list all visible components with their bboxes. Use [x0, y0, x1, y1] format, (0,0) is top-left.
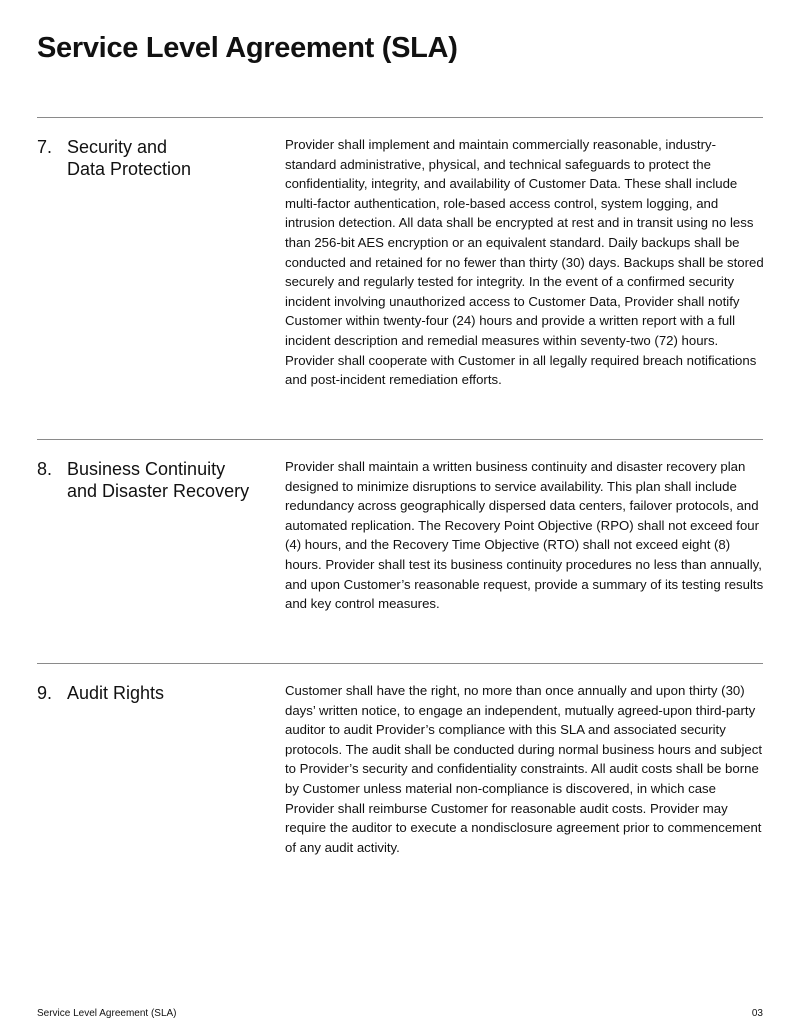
- footer-document-title: Service Level Agreement (SLA): [37, 1008, 177, 1019]
- section-security-data-protection: [37, 117, 763, 440]
- section-heading: [67, 682, 272, 704]
- section-audit-rights: [37, 663, 763, 904]
- section-body: Provider shall implement and maintain commercially reasonable, industry-standard administrative, physical, and technical safeguards to protect the confidentiality, integrity, and availability of Customer Data. These shall include multi-factor authentication, role-based access control, system logging, and intrusion detection. All data shall be encrypted at rest and in transit using no less than 256-bit AES encryption or an equivalent standard. Daily backups shall be conducted and retained for no fewer than thirty (30) days. Backups shall be stored securely and regularly tested for integrity. In the event of a confirmed security incident involving unauthorized access to Customer Data, Provider shall notify Customer within twenty-four (24) hours and provide a written report with a full incident description and remedial measures within seventy-two (72) hours. Provider shall cooperate with Customer in all legally required breach notifications and post-incident remediation efforts.: [285, 137, 764, 388]
- section-heading-line: Security and: [67, 137, 168, 157]
- section-number: 8.: [37, 459, 53, 479]
- section-body: Provider shall maintain a written business continuity and disaster recovery plan designed to minimize disruptions to service availability. This plan shall include redundancy across geographically dispersed data centers, failover protocols, and automated replication. The Recovery Point Objective (RPO) shall not exceed four (4) hours, and the Recovery Time Objective (RTO) shall not exceed eight (8) hours. Provider shall test its business continuity procedures no less than annually, and upon Customer’s reasonable request, provide a summary of its testing results and key control measures.: [285, 459, 764, 612]
- footer-page-number: 03: [751, 1008, 763, 1019]
- section-business-continuity: [37, 439, 763, 664]
- section-heading-line: and Disaster Recovery: [67, 481, 250, 501]
- section-body: Customer shall have the right, no more than once annually and upon thirty (30) days’ written notice, to engage an independent, mutually agreed-upon third-party auditor to audit Provider’s compliance with this SLA and associated security protocols. The audit shall be conducted during normal business hours and subject to Provider’s security and confidentiality constraints. All audit costs shall be borne by Customer unless material non-compliance is discovered, in which case Provider shall reimburse Customer for reasonable audit costs. Provider may require the auditor to execute a nondisclosure agreement prior to commencement of any audit activity.: [285, 683, 762, 855]
- page-title: Service Level Agreement (SLA): [37, 32, 458, 64]
- section-number: 9.: [37, 683, 53, 703]
- section-heading-line: Business Continuity: [67, 459, 226, 479]
- section-heading: [67, 136, 272, 180]
- section-heading-line: Audit Rights: [67, 683, 165, 703]
- section-number: 7.: [37, 137, 53, 157]
- section-heading-line: Data Protection: [67, 159, 192, 179]
- section-heading: [67, 458, 272, 502]
